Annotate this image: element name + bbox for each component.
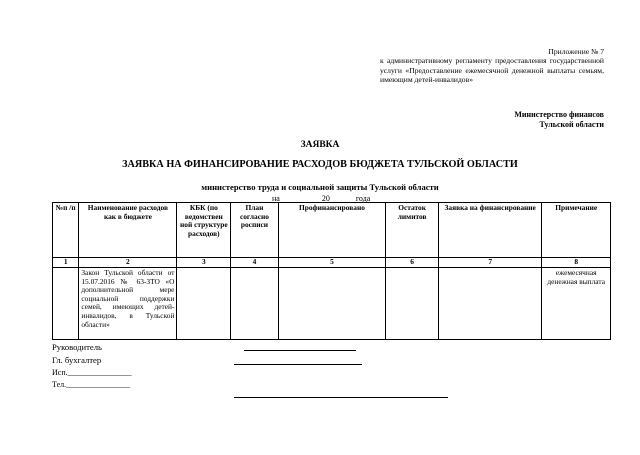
period-year-prefix: 20 xyxy=(321,194,330,203)
col-number: 4 xyxy=(231,258,278,268)
accountant-signature-label: Гл. бухгалтер xyxy=(52,355,102,365)
document-heading: ЗАЯВКА xyxy=(300,140,340,150)
col-number: 6 xyxy=(386,258,439,268)
appendix-body: к административному регламенту предоставления государственной услуги «Предоставление ежемесячной денежной выплаты семьям, имеющим детей-инвалидов» xyxy=(380,56,604,85)
table-row xyxy=(53,268,611,340)
footer-rule xyxy=(234,397,448,398)
row-number-cell xyxy=(53,268,79,340)
financing-table xyxy=(52,202,611,340)
row-remaining-cell xyxy=(386,268,439,340)
appendix-note xyxy=(380,47,604,85)
row-expense-name: Закон Тульской области от 15.07.2016 № 63-ЗТО «О дополнительной мере социальной поддержки семей, имеющих детей-инвалидов, в Тульской области» xyxy=(79,268,177,340)
document-title: ЗАЯВКА НА ФИНАНСИРОВАНИЕ РАСХОДОВ БЮДЖЕТА ТУЛЬСКОЙ ОБЛАСТИ xyxy=(122,159,518,170)
head-signature-label: Руководитель xyxy=(52,342,102,352)
row-plan-cell xyxy=(231,268,278,340)
column-number-row xyxy=(53,258,611,268)
col-number: 3 xyxy=(177,258,231,268)
col-number: 2 xyxy=(79,258,177,268)
col-header-request: Заявка на финансирование xyxy=(439,203,542,258)
appendix-title: Приложение № 7 xyxy=(548,47,604,56)
col-header-kbk: КБК (по ведомствен ной структуре расходов) xyxy=(177,203,231,258)
head-signature-line xyxy=(244,350,356,351)
period-suffix: года xyxy=(355,194,371,203)
col-header-remaining: Остаток лимитов xyxy=(386,203,439,258)
period-prefix: на xyxy=(272,194,280,203)
row-financed-cell xyxy=(278,268,386,340)
col-header-note: Примечание xyxy=(542,203,611,258)
organization-name: министерство труда и социальной защиты Тульской области xyxy=(201,182,439,192)
col-header-number: №п /п xyxy=(53,203,79,258)
col-header-plan: План согласно росписи xyxy=(231,203,278,258)
executor-label: Исп.________________ xyxy=(52,368,132,377)
col-number: 7 xyxy=(439,258,542,268)
ministry-line-1: Министерство финансов xyxy=(514,110,604,119)
table-header-row xyxy=(53,203,611,258)
col-number: 5 xyxy=(278,258,386,268)
accountant-signature-line xyxy=(234,364,362,365)
col-header-financed: Профинансировано xyxy=(278,203,386,258)
ministry-line-2: Тульской области xyxy=(539,120,604,129)
col-number: 1 xyxy=(53,258,79,268)
col-number: 8 xyxy=(542,258,611,268)
row-note: ежемесячная денежная выплата xyxy=(542,268,611,340)
col-header-name: Наименование расходов как в бюджете xyxy=(79,203,177,258)
row-request-cell xyxy=(439,268,542,340)
row-kbk-cell xyxy=(177,268,231,340)
phone-label: Тел.________________ xyxy=(52,380,131,389)
recipient-ministry xyxy=(514,110,604,130)
